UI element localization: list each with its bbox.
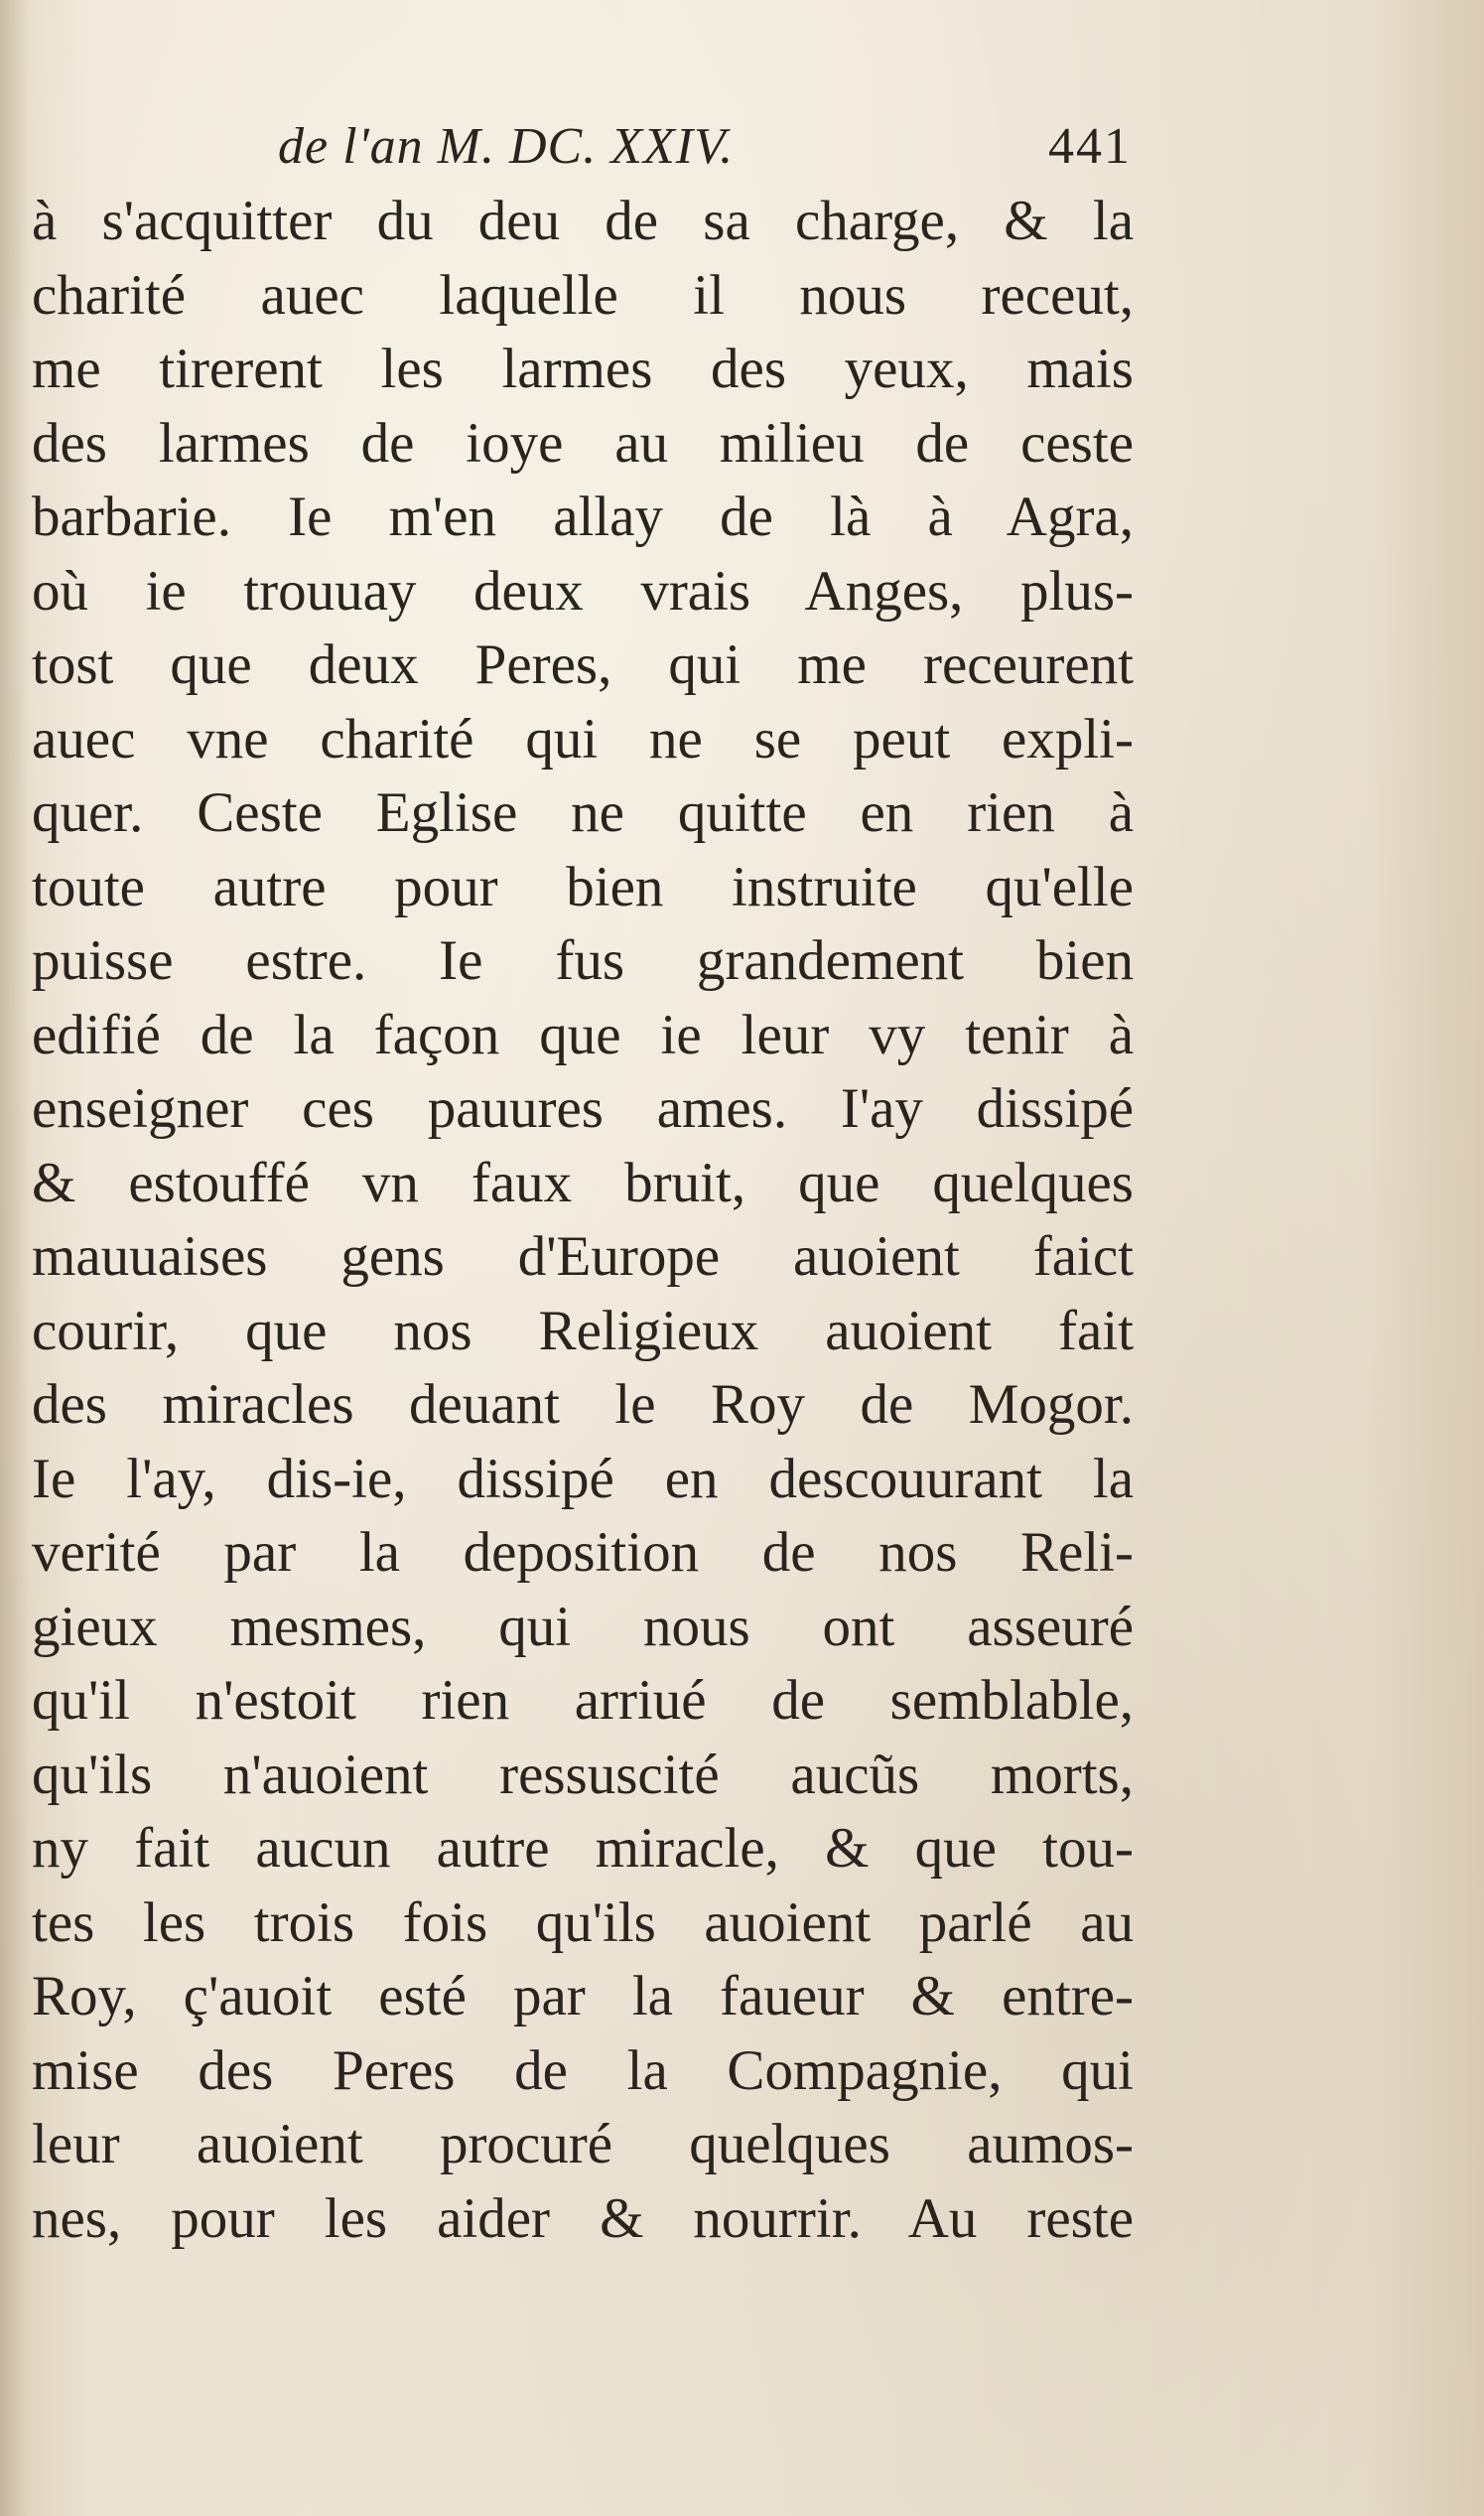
text-line: verité par la deposition de nos Reli-	[32, 1521, 1134, 1584]
text-line: puisse estre. Ie fus grandement bien	[32, 929, 1134, 992]
page-number: 441	[1048, 118, 1132, 175]
text-line: gieux mesmes, qui nous ont asseuré	[32, 1595, 1134, 1658]
text-line: tost que deux Peres, qui me receurent	[32, 633, 1134, 696]
text-line: des larmes de ioye au milieu de ceste	[32, 411, 1134, 475]
text-line: qu'il n'estoit rien arriué de semblable,	[32, 1669, 1134, 1732]
text-line: quer. Ceste Eglise ne quitte en rien à	[32, 781, 1134, 844]
text-line: tes les trois fois qu'ils auoient parlé au	[32, 1890, 1134, 1954]
text-line: qu'ils n'auoient ressuscité aucũs morts,	[32, 1743, 1134, 1806]
text-line: nes, pour les aider & nourrir. Au reste	[32, 2186, 1134, 2250]
text-line: charité auec laquelle il nous receut,	[32, 263, 1134, 327]
running-head	[278, 107, 1132, 187]
text-line: enseigner ces pauures ames. I'ay dissipé	[32, 1077, 1134, 1140]
text-line: Ie l'ay, dis-ie, dissipé en descouurant la	[32, 1447, 1134, 1510]
text-line: mise des Peres de la Compagnie, qui	[32, 2038, 1134, 2102]
text-line: barbarie. Ie m'en allay de là à Agra,	[32, 486, 1134, 548]
text-line: ny fait aucun autre miracle, & que tou-	[32, 1817, 1134, 1880]
text-line: toute autre pour bien instruite qu'elle	[32, 855, 1134, 918]
text-line: & estouffé vn faux bruit, que quelques	[32, 1151, 1134, 1214]
text-line: des miracles deuant le Roy de Mogor.	[32, 1373, 1134, 1436]
text-line: courir, que nos Religieux auoient fait	[32, 1299, 1134, 1362]
text-line: edifié de la façon que ie leur vy tenir à	[32, 1003, 1134, 1066]
text-line: à s'acquitter du deu de sa charge, & la	[32, 190, 1134, 252]
text-line: leur auoient procuré quelques aumos-	[32, 2113, 1134, 2175]
text-line: me tirerent les larmes des yeux, mais	[32, 338, 1134, 400]
gutter-shadow	[0, 0, 30, 2516]
running-head-title: de l'an M. DC. XXIV.	[278, 118, 735, 175]
body-text	[32, 185, 1134, 2256]
text-line: où ie trouuay deux vrais Anges, plus-	[32, 559, 1134, 623]
text-line: mauuaises gens d'Europe auoient faict	[32, 1225, 1134, 1288]
text-line: auec vne charité qui ne se peut expli-	[32, 707, 1134, 770]
text-line: Roy, ç'auoit esté par la faueur & entre-	[32, 1965, 1134, 2027]
